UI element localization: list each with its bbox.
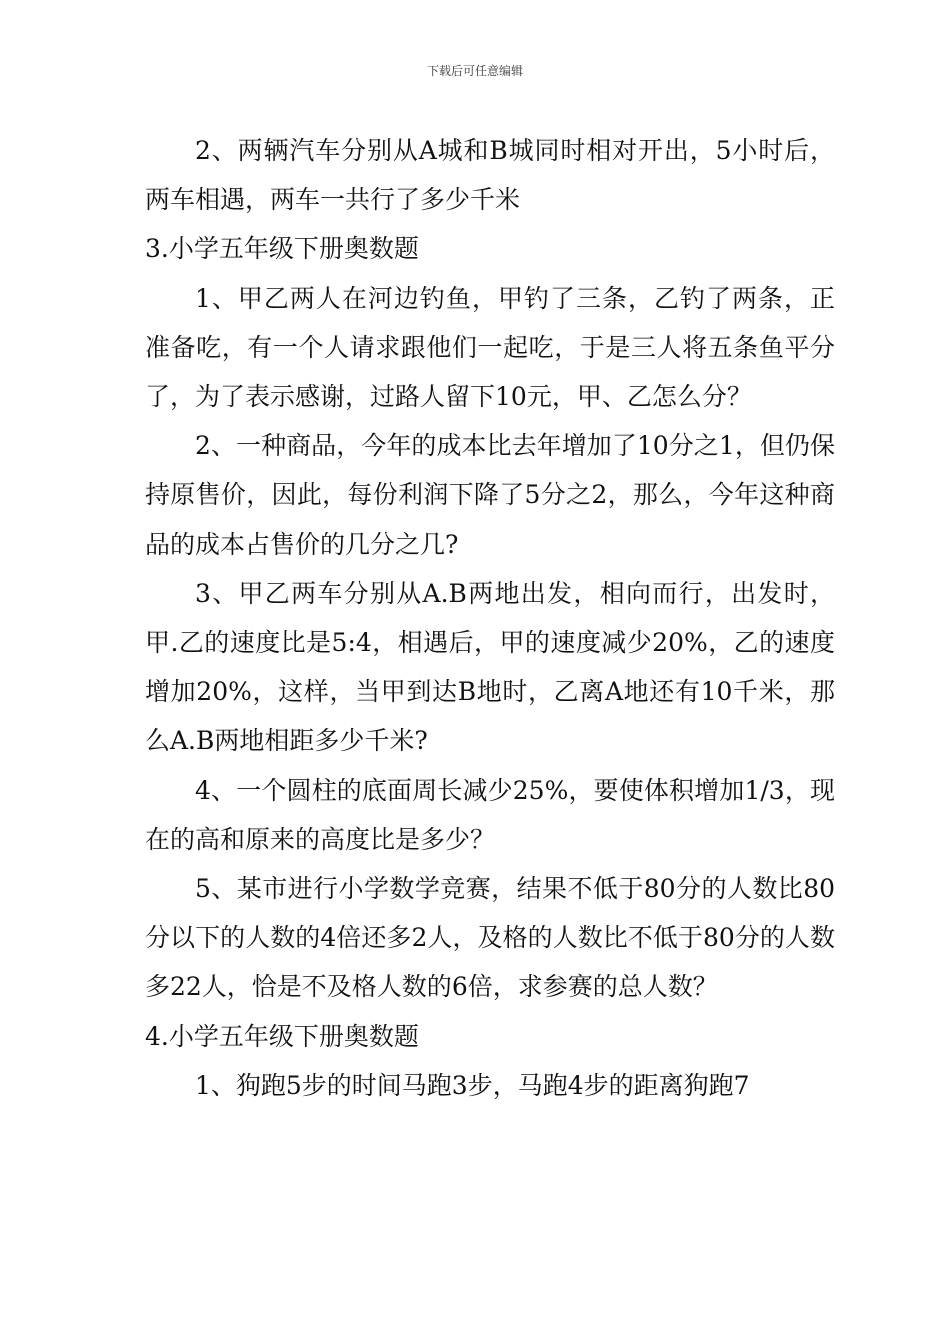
paragraph-q2-cars: 2、两辆汽车分别从A城和B城同时相对开出，5小时后，两车相遇，两车一共行了多少千米 — [145, 136, 835, 215]
section-heading-3: 3.小学五年级下册奥数题 — [145, 234, 419, 264]
paragraph-q5-contest: 5、某市进行小学数学竞赛，结果不低于80分的人数比80分以下的人数的4倍还多2人，及格的人数比不低于80分的人数多22人，恰是不及格人数的6倍，求参赛的总人数？ — [145, 874, 835, 1002]
paragraph-q2-cost: 2、一种商品，今年的成本比去年增加了10分之1，但仍保持原售价，因此，每份利润下降了5分之2，那么，今年这种商品的成本占售价的几分之几? — [145, 431, 835, 559]
page-header-note: 下载后可任意编辑 — [426, 64, 523, 78]
paragraph-q1-fishing: 1、甲乙两人在河边钓鱼，甲钓了三条，乙钓了两条，正准备吃，有一个人请求跟他们一起吃，于是三人将五条鱼平分了，为了表示感谢，过路人留下10元，甲、乙怎么分？ — [145, 283, 835, 412]
paragraph-q3-speed: 3、甲乙两车分别从A.B两地出发，相向而行，出发时，甲.乙的速度比是5:4，相遇后，甲的速度减少20%，乙的速度增加20%，这样，当甲到达B地时，乙离A地还有10千米，那么A.B两地相距多少千米? — [145, 578, 835, 756]
document-body — [145, 126, 835, 1110]
paragraph-q4-cylinder: 4、一个圆柱的底面周长减少25%，要使体积增加1/3，现在的高和原来的高度比是多少？ — [145, 775, 835, 854]
paragraph-q1-dog-horse: 1、狗跑5步的时间马跑3步，马跑4步的距离狗跑7 — [195, 1070, 750, 1100]
section-heading-4: 4.小学五年级下册奥数题 — [145, 1021, 419, 1051]
